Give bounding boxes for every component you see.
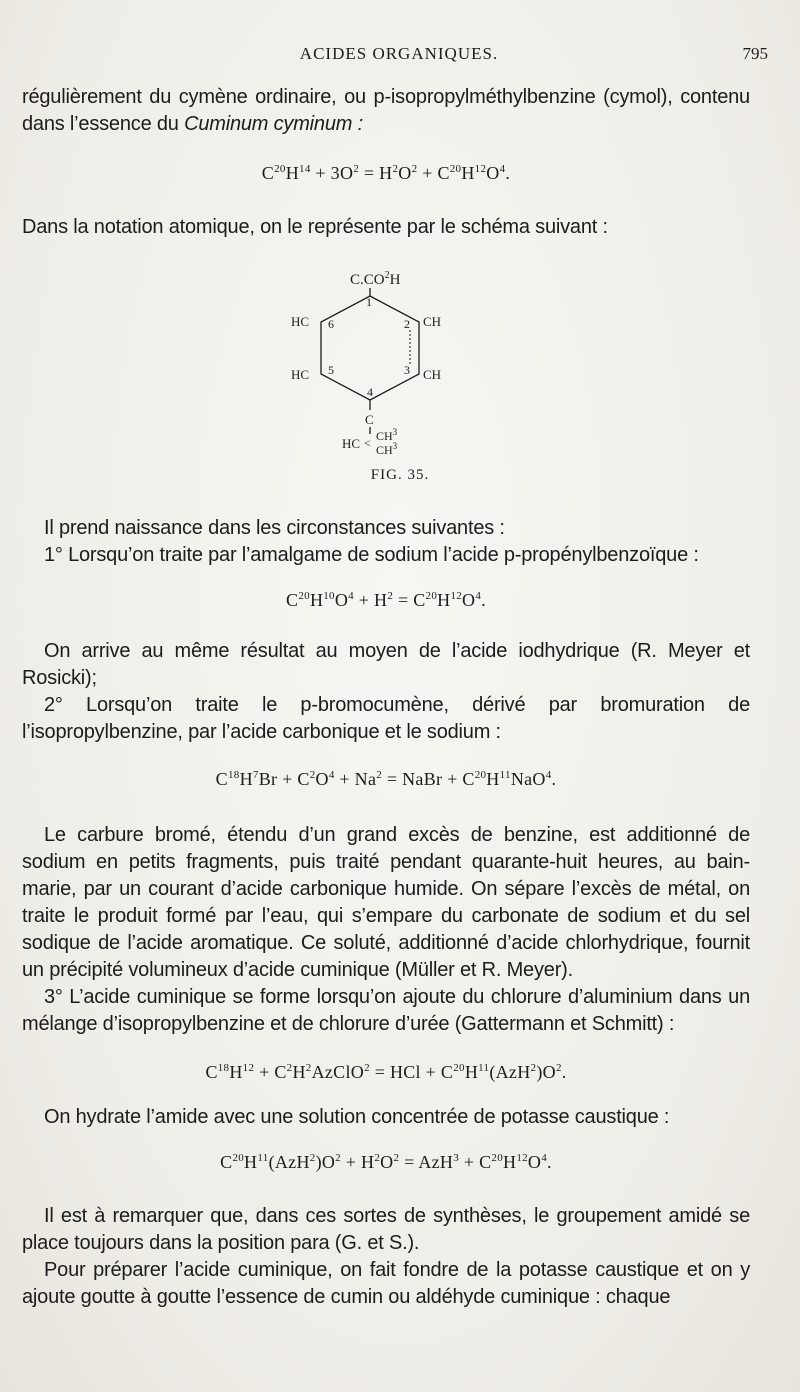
formula-segment: = HCl + C xyxy=(369,1062,454,1082)
formula-segment: NaO xyxy=(510,769,546,789)
schema-left-top-group: HC xyxy=(291,314,310,329)
formula-superscript: 2 xyxy=(286,1062,293,1074)
formula-segment: = NaBr + C xyxy=(382,769,475,789)
formula-superscript: 20 xyxy=(474,769,487,781)
benzene-ring-diagram xyxy=(270,262,470,467)
schema-right-bottom-group: CH xyxy=(423,367,442,382)
formula-segment: H xyxy=(486,769,500,789)
formula-segment: O xyxy=(315,769,329,789)
formula-segment: = C xyxy=(393,590,426,610)
schema-top-label: $C.CO^2H$ xyxy=(350,270,401,288)
formula-superscript: 2 xyxy=(411,163,418,175)
paragraph-notation: Dans la notation atomique, on le représente par le schéma suivant : xyxy=(22,216,608,238)
formula-superscript: 2 xyxy=(530,1062,537,1074)
schema-isopropyl-hc: HC xyxy=(342,436,361,451)
schema-methyl-b: $CH^3$ xyxy=(376,441,398,457)
formula-superscript: 4 xyxy=(545,769,552,781)
formula-segment: H xyxy=(285,163,300,183)
formula-superscript: 20 xyxy=(425,590,438,602)
paragraph-method-3: 3° L’acide cuminique se forme lorsqu’on ajoute du chlorure d’aluminium dans un mélange d’isopropylbenzine et de chlorure d’urée (Gattermann et Schmitt) : xyxy=(22,986,750,1035)
schema-left-bottom-group: HC xyxy=(291,367,310,382)
formula-segment: O xyxy=(486,163,500,183)
formula-segment: C xyxy=(215,769,228,789)
paragraph-cymene-italic: Cuminum cyminum : xyxy=(184,113,363,135)
schema-position-5: 5 xyxy=(328,363,334,377)
formula-segment: H xyxy=(437,590,451,610)
formula-segment: O xyxy=(398,163,412,183)
formula-segment: H xyxy=(503,1152,517,1172)
schema-bottom-carbon: C xyxy=(365,412,374,427)
formula-superscript: 18 xyxy=(227,769,240,781)
formula-superscript: 7 xyxy=(252,769,259,781)
paragraph-cymene-text: régulièrement du cymène ordinaire, ou p-isopropylméthylbenzine (cymol), contenu dans l’essence du xyxy=(22,86,750,135)
schema-right-top-group: CH xyxy=(423,314,442,329)
formula-segment: (AzH xyxy=(489,1062,531,1082)
formula-segment: O xyxy=(462,590,476,610)
formula-superscript: 2 xyxy=(309,1152,316,1164)
formula-superscript: 4 xyxy=(348,590,354,602)
running-title: ACIDES ORGANIQUES. xyxy=(299,44,499,63)
formula-segment: = H xyxy=(359,163,393,183)
formula-superscript: 2 xyxy=(387,590,394,602)
schema-position-1: 1 xyxy=(366,295,372,309)
formula-segment: )O xyxy=(536,1062,556,1082)
formula-segment: (AzH xyxy=(268,1152,310,1172)
formula-superscript: 12 xyxy=(450,590,463,602)
schema-branch-symbol: < xyxy=(364,436,371,450)
formula-segment: H xyxy=(229,1062,243,1082)
schema-position-3: 3 xyxy=(404,363,410,377)
formula-superscript: 20 xyxy=(449,163,462,175)
formula-segment: H xyxy=(309,590,324,610)
formula-segment: AzClO xyxy=(311,1062,365,1082)
formula-segment: )O xyxy=(315,1152,336,1172)
equation-2 xyxy=(22,590,750,611)
paragraph-bromo-carbure: Le carbure bromé, étendu d’un grand excès de benzine, est additionné de sodium en petits fragments, puis traité pendant quarante-huit heures, au bain-marie, par un courant d’acide carbonique humide. On sépare l’excès de métal, on traite le produit formé par l’eau, qui s’empare du carbonate de sodium et du sel sodique de l’acide aromatique. Ce soluté, additionné d’acide chlorhydrique, fournit un précipité volumineux d’acide cuminique (Müller et R. Meyer). xyxy=(22,824,750,981)
paragraph-method-1: 1° Lorsqu’on traite par l’amalgame de sodium l’acide p-propénylbenzoïque : xyxy=(44,544,699,566)
formula-segment: H xyxy=(244,1152,258,1172)
formula-superscript: 18 xyxy=(217,1062,230,1074)
formula-segment: C xyxy=(261,163,275,183)
formula-superscript: 11 xyxy=(257,1152,269,1164)
formula-segment: . xyxy=(547,1152,552,1172)
equation-5 xyxy=(22,1152,750,1173)
formula-superscript: 2 xyxy=(335,1152,341,1164)
formula-superscript: 2 xyxy=(305,1062,312,1074)
formula-superscript: 2 xyxy=(374,1152,381,1164)
formula-superscript: 4 xyxy=(499,163,506,175)
formula-superscript: 20 xyxy=(232,1152,245,1164)
formula-superscript: 4 xyxy=(328,769,335,781)
formula-segment: = AzH xyxy=(399,1152,454,1172)
schema-position-6: 6 xyxy=(328,317,334,331)
formula-segment: + 3O xyxy=(310,163,354,183)
formula-segment: H xyxy=(292,1062,306,1082)
formula-segment: + H xyxy=(340,1152,375,1172)
formula-superscript: 2 xyxy=(393,1152,400,1164)
formula-superscript: 11 xyxy=(499,769,511,781)
figure-caption: FIG. 35. xyxy=(370,467,430,483)
formula-superscript: 4 xyxy=(541,1152,548,1164)
formula-superscript: 3 xyxy=(453,1152,460,1164)
paragraph-preparation: Pour préparer l’acide cuminique, on fait fondre de la potasse caustique et on y ajoute goutte à goutte l’essence de cumin ou aldéhyde cuminique : chaque xyxy=(22,1259,750,1308)
formula-segment: C xyxy=(220,1152,233,1172)
formula-segment: . xyxy=(561,1062,567,1082)
paragraph-circumstances: Il prend naissance dans les circonstances suivantes : xyxy=(44,517,505,539)
schema-position-4: 4 xyxy=(367,385,373,399)
formula-segment: H xyxy=(464,1062,479,1082)
schema-position-2: 2 xyxy=(404,317,410,331)
equation-1 xyxy=(22,163,750,184)
formula-superscript: 12 xyxy=(516,1152,528,1164)
formula-superscript: 20 xyxy=(274,163,286,175)
formula-segment: H xyxy=(461,163,475,183)
schema-methyl-a: $CH^3$ xyxy=(376,427,398,443)
formula-superscript: 10 xyxy=(323,590,335,602)
paragraph-cymene xyxy=(22,84,750,138)
formula-segment: C xyxy=(286,590,299,610)
formula-superscript: 2 xyxy=(555,1062,562,1074)
formula-superscript: 11 xyxy=(478,1062,490,1074)
formula-segment: + C xyxy=(459,1152,492,1172)
formula-superscript: 4 xyxy=(475,590,482,602)
formula-segment: O xyxy=(527,1152,542,1172)
formula-segment: . xyxy=(505,163,511,183)
equation-3 xyxy=(22,769,750,790)
formula-superscript: 2 xyxy=(392,163,399,175)
formula-segment: + C xyxy=(417,163,450,183)
formula-segment: H xyxy=(239,769,253,789)
formula-superscript: 2 xyxy=(309,769,316,781)
formula-superscript: 12 xyxy=(474,163,487,175)
formula-segment: Br + C xyxy=(258,769,310,789)
paragraph-iodhydric: On arrive au même résultat au moyen de l’acide iodhydrique (R. Meyer et Rosicki); xyxy=(22,640,750,689)
formula-superscript: 20 xyxy=(491,1152,503,1164)
paragraph-hydrate: On hydrate l’amide avec une solution concentrée de potasse caustique : xyxy=(44,1106,670,1128)
formula-superscript: 14 xyxy=(299,163,311,175)
formula-superscript: 2 xyxy=(376,769,383,781)
formula-superscript: 20 xyxy=(453,1062,465,1074)
formula-superscript: 2 xyxy=(364,1062,370,1074)
formula-superscript: 12 xyxy=(242,1062,255,1074)
paragraph-para-position: Il est à remarquer que, dans ces sortes de synthèses, le groupement amidé se place toujours dans la position para (G. et S.). xyxy=(22,1205,750,1254)
formula-superscript: 20 xyxy=(298,590,310,602)
page-number: 795 xyxy=(742,44,768,63)
formula-segment: + H xyxy=(353,590,388,610)
formula-segment: + Na xyxy=(334,769,377,789)
formula-segment: O xyxy=(380,1152,394,1172)
formula-segment: + C xyxy=(254,1062,287,1082)
formula-superscript: 2 xyxy=(353,163,360,175)
formula-segment: . xyxy=(551,769,557,789)
formula-segment: C xyxy=(205,1062,218,1082)
formula-segment: O xyxy=(334,590,349,610)
paragraph-method-2: 2° Lorsqu’on traite le p-bromocumène, dérivé par bromuration de l’isopropylbenzine, par l’acide carbonique et le sodium : xyxy=(22,694,750,743)
formula-segment: . xyxy=(481,590,486,610)
running-head xyxy=(30,44,768,70)
equation-4 xyxy=(22,1062,750,1083)
